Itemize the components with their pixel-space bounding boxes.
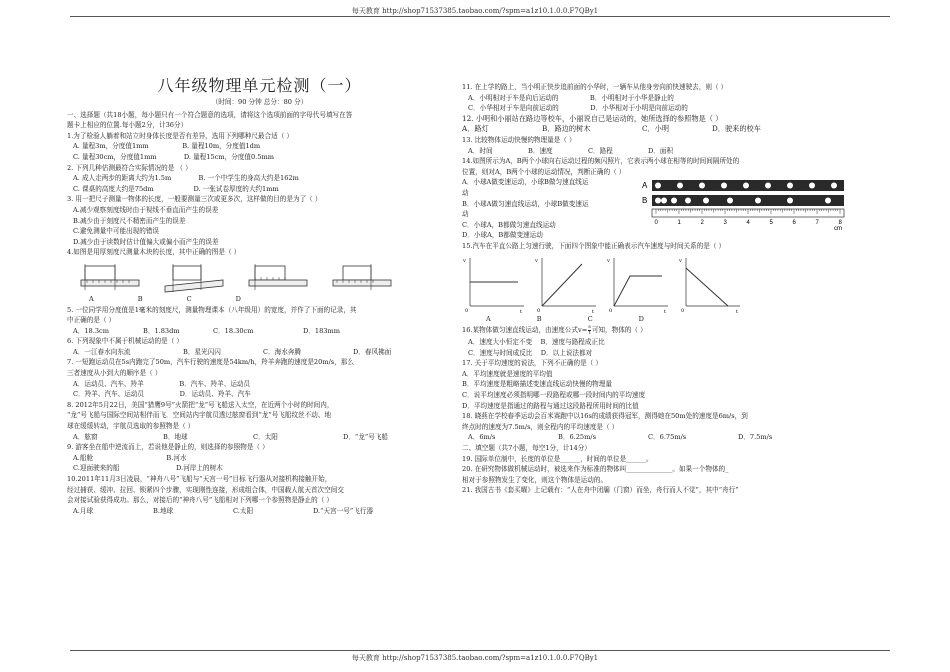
q6-option-c: C．海水奔腾 (263, 347, 302, 356)
q18-stem-2: 终点时的速度为7.5m/s，则全程内的平均速度是（ ） (462, 422, 619, 431)
q13-option-b: B．速度 (528, 146, 553, 155)
q13-options (462, 146, 847, 157)
ruler-label: 8 (838, 220, 842, 227)
left-column (67, 76, 452, 516)
q4-stem: 4.如图是用厚刻度尺测量木块的长度，其中正确的图是（ ） (67, 248, 241, 257)
q10-option-c: C.太阳 (233, 506, 254, 515)
q8-line-2: “龙”号飞船与国际空间站相伴而飞．空间站内宇航员透过舷窗看到“龙”号飞船纹丝不动、地 (67, 411, 332, 420)
q4-letter-b: B (137, 294, 143, 303)
q11-options-2: C．小华相对于车是向前运动的 D．小华相对于小明是向前运动的 (468, 104, 688, 113)
graph-d-t: t (736, 308, 739, 314)
q8-option-a: A．舷窗 (73, 432, 98, 441)
q13-option-d: D．面积 (648, 146, 674, 155)
q3-option-b: B.减少由于刻度尺不精密而产生的误差 (73, 216, 186, 225)
q14-block (462, 177, 847, 241)
q5-options (67, 326, 452, 337)
q7-stem-2: 三者速度从小到大的顺序是（ ） (67, 369, 162, 378)
q17-option-c: C．说平均速度必须指明哪一段路程或哪一段时间内的平均速度 (462, 391, 646, 400)
q18-options (462, 432, 847, 443)
ruler-label: 2 (700, 220, 704, 227)
q15-stem: 15.汽车在平直公路上匀速行驶，下面四个图象中能正确表示汽车速度与时间关系的是（ ） (462, 241, 726, 250)
page-header: 每天教育 http://shop71537385.taobao.com/?spm=a1z10.1.0.0.F7QBy1 (351, 7, 599, 15)
q6-option-d: D．春风拂面 (353, 347, 392, 356)
q16-fraction (588, 325, 591, 336)
ruler-labels (655, 220, 843, 231)
graph-a-v: v (463, 257, 466, 264)
q16-fraction-den: t (588, 329, 591, 336)
q6-options (67, 347, 452, 358)
q2-stem: 2. 下列几种估测最符合实际情况的是 （ ） (67, 163, 192, 172)
q17-option-b: B．平均速度是粗略描述变速直线运动快慢的物理量 (462, 380, 612, 389)
q4-letters (67, 294, 452, 305)
q3-stem: 3. 用一把尺子测量一物体的长度，一般要测量三次或更多次，这样做的目的是为了（ ） (67, 195, 322, 204)
q2-options-1: A. 成人走两步的距离大约为1.5m B. 一个中学生的身高大约是162m (73, 174, 299, 183)
graph-b (534, 254, 598, 314)
q14-option-c: C．小球A，B都做匀速直线运动 (462, 220, 556, 229)
q6-option-b: B．星光闪闪 (183, 347, 221, 356)
q4-letter-c: C (186, 294, 192, 303)
graph-d (678, 254, 742, 314)
q15-letter-c: C (587, 314, 593, 323)
q8-options (67, 432, 452, 443)
q20-line-2: 相对于参照物发生了变化，则这个物体是运动的。 (462, 475, 608, 484)
q12-option-c: C．小明 (642, 124, 670, 134)
strip-b (652, 195, 844, 206)
graph-c-origin: 0 (609, 307, 613, 314)
q19: 19. 国际单位制中，长度的单位是______，时间的单位是______。 (462, 454, 653, 463)
q14-option-a-cont: 动 (462, 188, 469, 197)
q14-options (462, 177, 642, 241)
q4-letter-a: A (89, 294, 94, 303)
q14-stem-2: 位置，则对A，B两个小球的运动情况，判断正确的（ ） (462, 167, 626, 176)
q10-options (67, 506, 452, 517)
strip-b-label: B (642, 196, 648, 206)
q7-stem: 7. 一短跑运动员在5s内跑完了50m，汽车行驶的速度是54km/h，羚羊奔跑的速度是20m/s，那么 (67, 358, 354, 367)
header-rule (70, 16, 890, 17)
q13-stem: 13. 比较物体运动快慢的物理量是（ ） (462, 135, 576, 144)
q7-options-1: A．运动员、汽车、羚羊 B．汽车、羚羊、运动员 (73, 379, 251, 388)
q18-option-d: D．7.5m/s (738, 433, 773, 442)
graph-c (606, 254, 670, 314)
q18-option-b: B．6.25m/s (558, 433, 596, 442)
q10-option-a: A.月球 (73, 506, 94, 515)
graph-d-origin: 0 (681, 307, 685, 314)
section1-line1: 一、选择题（共18小题，每小题只有一个符合题意的选项，请将这个选项前面的字母代号填写在答 (67, 110, 353, 119)
strip-a-label: A (642, 181, 648, 191)
graph-d-line (686, 268, 728, 306)
q15-letter-b: B (536, 314, 542, 323)
caliper-figure-c (247, 262, 309, 294)
graph-b-t: t (592, 308, 595, 314)
q1-options-1: A. 量程3m，分度值1mm B. 量程10m，分度值1dm (73, 142, 261, 151)
q1-stem: 1.为了检验人躺着和站立时身体长度是否有差异，选用下列哪种尺最合适（ ） (67, 131, 293, 140)
q17-stem: 17. 关于平均速度的说法，下列不正确的是（ ） (462, 359, 602, 368)
ruler-label: 6 (792, 220, 796, 227)
exam-info: （时间：90 分钟 总分：80 分） (211, 98, 308, 106)
q6-option-a: A．一江春水向东流 (73, 347, 131, 356)
q16-options-1: A．速度大小恒定不变 B．速度与路程成正比 (468, 338, 605, 347)
right-column (462, 82, 847, 496)
q14-option-b: B．小球A做匀速直线运动，小球B做变速运 (462, 199, 589, 208)
q5-stem-2: 中正确的是（ ） (67, 316, 116, 325)
q5-option-d: D．183mm (303, 326, 340, 335)
ruler-label: 4 (746, 220, 750, 227)
q14-option-d: D．小球A，B都做变速运动 (462, 231, 543, 240)
q3-option-a: A.减少观察刻度线时由于视线不垂直而产生的误差 (73, 205, 219, 214)
ruler-label: 3 (723, 220, 727, 227)
q11-stem: 11. 在上学的路上，当小明正快步追前面的小华时，一辆车从他身旁向前快速驶去，则（ ） (462, 83, 728, 91)
q16-fraction-num: s (588, 323, 591, 330)
q15-letters (462, 314, 847, 325)
q12-option-a: A．路灯 (462, 124, 489, 134)
graph-b-origin: 0 (537, 307, 541, 314)
q8-option-d: D．“龙”号飞船 (343, 432, 388, 441)
caliper-figure-a (79, 262, 141, 294)
q10-line-1: 10.2011年11月3日凌晨，“神舟八号”飞船与“天宫一号”目标飞行器从对接机构接触开始， (67, 475, 332, 483)
q16-options-2: C．速度与时间成反比 D．以上说法都对 (468, 348, 593, 357)
q18-option-a: A．6m/s (468, 433, 496, 442)
q7-options-2: C．羚羊、汽车、运动员 D．运动员、羚羊、汽车 (73, 390, 251, 399)
q8-line-3: 球在缓缓转动，宇航员选取的参照物是（ ） (67, 422, 195, 431)
q14-option-a: A．小球A做变速运动，小球B做匀速直线运 (462, 178, 589, 187)
graph-a-origin: 0 (465, 307, 469, 314)
ruler-label: 1 (677, 220, 681, 227)
graph-a-t: t (520, 308, 523, 314)
q8-line-1: 8. 2012年5月22日，美国“猎鹰9号”火箭把“龙”号飞船送入太空，在近两个小时的时间内， (67, 400, 334, 409)
graph-c-t: t (664, 308, 667, 314)
caliper-figure-d (331, 262, 393, 294)
graph-b-line (542, 264, 582, 306)
q11-options-1: A．小明相对于车是向后运动的 B．小明相对于小华是静止的 (468, 93, 674, 102)
caliper-figure-b (163, 262, 225, 294)
q10-line-3: 会对接试验获得成功。那么，对接后的“神舟八号”飞船相对下列哪一个参照物是静止的（ ） (67, 496, 333, 505)
q14-stem: 14.如图所示为A，B两个小球向右运动过程的频闪照片，它表示两小球在相等的时间间隔所处的 (462, 157, 740, 166)
q5-option-b: B．1.83dm (143, 326, 180, 335)
footer-rule (70, 650, 890, 651)
q12-option-b: B．路边的树木 (542, 124, 591, 134)
q17-option-a: A．平均速度就是速度的平均值 (462, 369, 553, 378)
q16-stem-a: 16.某物体做匀速直线运动，由速度公式v= (462, 326, 588, 335)
q3-option-c: C.避免测量中可能出现的错误 (73, 227, 160, 236)
q3-option-d: D.减少由于读数时估计值偏大或偏小而产生的误差 (73, 237, 219, 246)
page-footer: 每天教育 http://shop71537385.taobao.com/?spm=a1z10.1.0.0.F7QBy1 (351, 654, 599, 662)
q14-option-b-cont: 动 (462, 210, 469, 219)
ruler-label: 7 (815, 220, 819, 227)
q4-figures (79, 260, 452, 294)
q9-options-2: C.迎面驶来的船 D.河岸上的树木 (73, 464, 223, 473)
q15-letter-d: D (638, 314, 644, 323)
graph-b-v: v (535, 257, 538, 264)
q5-stem: 5. 一位同学用分度值是1毫米的刻度尺，测量物理课本（八年级用）的宽度，并作了下面的记录，其 (67, 305, 357, 314)
q20-line-1: 20. 在研究物体做机械运动时，被选来作为标准的物体叫______________。如果一个物体的_ (462, 465, 729, 474)
ruler-label: 5 (769, 220, 773, 227)
ruler-unit: cm (834, 226, 842, 232)
q5-option-c: C．18.30cm (213, 326, 254, 335)
q13-option-c: C．路程 (588, 146, 613, 155)
page-title: 八年级物理单元检测（一） (157, 76, 362, 95)
q9-stem: 9. 游客坐在船中逆流而上，若说他是静止的，则选择的参照物是（ ） (67, 443, 269, 452)
section2-heading: 二、填空题（共7小题，每空1分，计14分） (462, 444, 591, 453)
q10-option-b: B.地球 (153, 506, 174, 515)
strobe-photo-figure (642, 177, 847, 231)
q15-graphs (462, 254, 847, 314)
q10-line-2: 经过捕获、缓冲、拉回、锁紧四个步骤，实现刚性连接，形成组合体，中国载人航天首次空间交 (67, 485, 344, 494)
q16-stem (462, 324, 847, 337)
q8-option-c: C．太阳 (253, 432, 278, 441)
q18-option-c: C．6.75m/s (648, 433, 687, 442)
graph-c-line (614, 276, 662, 306)
graph-c-v: v (607, 257, 610, 264)
ruler-label: 0 (654, 220, 658, 227)
q18-stem: 18. 晓燕在学校春季运动会百米赛跑中以16s的成绩获得冠军，测得她在50m处的速度是6m/s，到 (462, 412, 748, 421)
q12-options (462, 124, 847, 135)
section1-line2: 题卡上相应的位置.每小题2分，计36分） (67, 121, 188, 130)
q4-letter-d: D (235, 294, 241, 303)
q5-option-a: A．18.3cm (73, 326, 109, 335)
q8-option-b: B．地球 (163, 432, 188, 441)
q13-option-a: A．时间 (468, 146, 493, 155)
q10-option-d: D.“天宫一号”飞行器 (313, 506, 374, 515)
q6-stem: 6. 下列现象中不属于机械运动的是（ ） (67, 337, 183, 346)
q1-options-2: C. 量程30cm，分度值1mm D. 量程15cm，分度值0.5mm (73, 152, 274, 161)
q15-letter-a: A (486, 314, 491, 323)
q12-stem: 12. 小明和小丽站在路边等校车，小丽说自己是运动的，她所选择的参照物是（ ） (462, 113, 723, 123)
q21: 21. 我国古书《套买曜》上记载有：“人在舟中闭牖（门窗）而坐，舟行而人不觉”，其中“舟行” (462, 486, 739, 495)
q12-option-d: D．驶来的校车 (712, 124, 761, 134)
q16-stem-b: 可知，物体的（ ） (591, 326, 647, 335)
graph-d-v: v (679, 257, 682, 264)
q9-options-1: A.船舱 B.河水 (73, 453, 187, 462)
graph-a (462, 254, 526, 314)
q2-options-2: C. 课桌的高度大约是75dm D. 一张试卷厚度的大约1mm (73, 184, 279, 193)
q17-option-d: D．平均速度是指通过的路程与通过这段路程所用时间的比值 (462, 401, 639, 410)
